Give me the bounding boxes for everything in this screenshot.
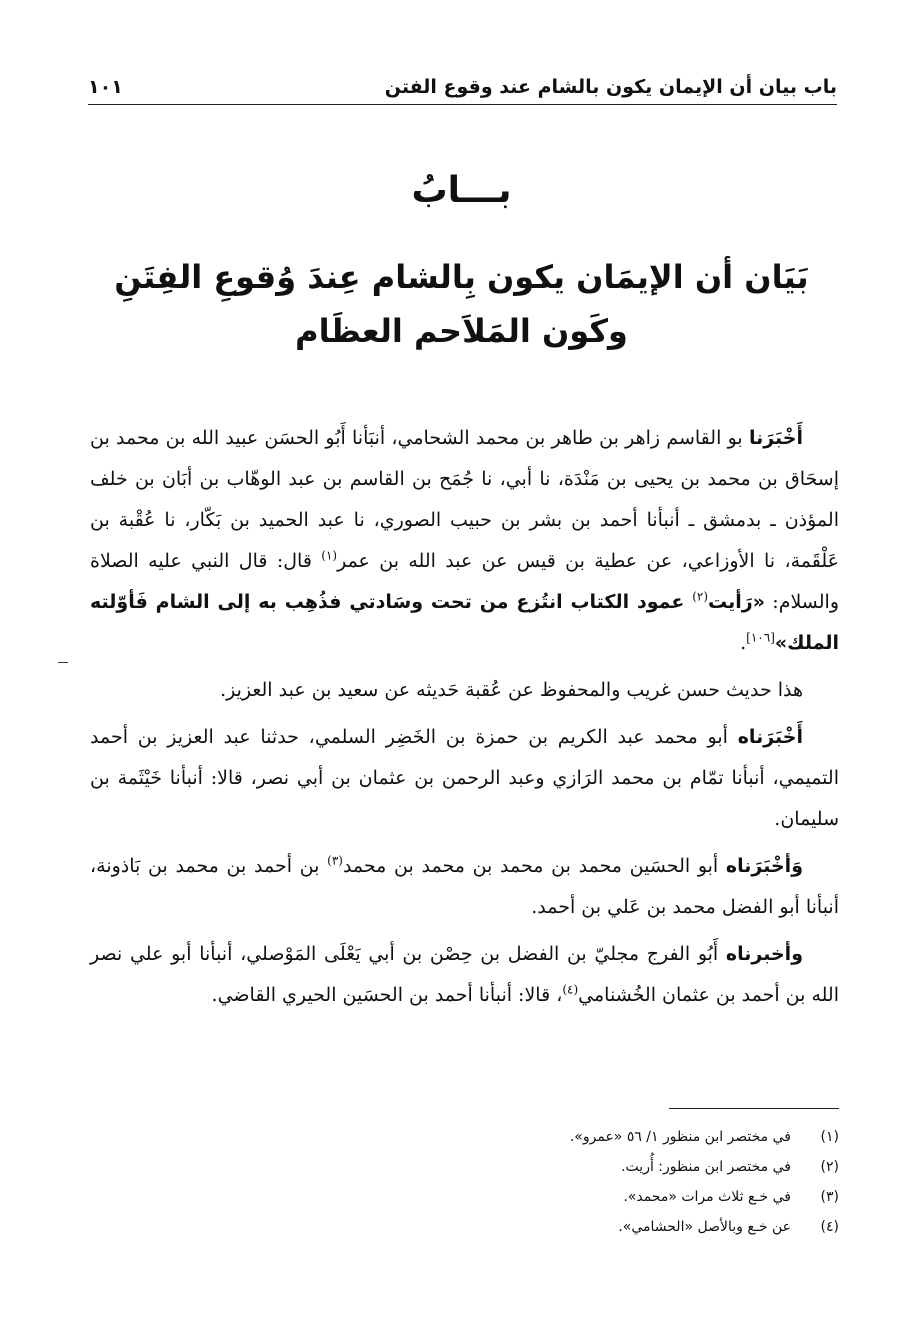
body-text — [90, 418, 839, 1022]
footnote-ref-1: (١) — [321, 548, 338, 563]
footnote-number: (٤) — [820, 1219, 839, 1235]
chapter-heading-word: بـــابُ — [411, 170, 512, 211]
page-number: ١٠١ — [88, 76, 123, 98]
footnotes — [90, 1122, 839, 1242]
paragraph-lead-word: وأخبرناه — [725, 943, 803, 965]
footnote-text: في مختصر ابن منظور ١/ ٥٦ «عمرو». — [569, 1129, 791, 1145]
grading-text: هذا حديث حسن غريب والمحفوظ عن عُقبة حَديثه عن سعيد بن عبد العزيز. — [220, 679, 803, 701]
narration-intro: قال: قال النبي عليه الصلاة والسلام: — [90, 550, 839, 613]
chapter-title-line-1: بَيَان أن الإيمَان يكون بِالشام عِندَ وُقوعِ الفِتَنِ — [114, 258, 809, 296]
footnote-number: (١) — [820, 1129, 839, 1145]
paragraph-grading — [90, 670, 839, 711]
chain-text-cont: ، قالا: أنبأنا أحمد بن الحسَين الحيري القاضي. — [211, 984, 563, 1006]
chain-text: أبو محمد عبد الكريم بن حمزة بن الخَضِر السلمي، حدثنا عبد العزيز بن أحمد التميمي، أنبأنا تمّام بن محمد الرَازي وعبد الرحمن بن عثمان بن أبي نصر، قالا: أنبأنا خَيْثَمة بن سليمان. — [90, 726, 839, 830]
footnote-number: (٣) — [820, 1189, 839, 1205]
footnote-ref-4: (٤) — [562, 982, 579, 997]
footnote-item — [90, 1182, 839, 1212]
paragraph-lead-word: أَخْبَرَناه — [737, 726, 803, 748]
footnote-ref-2: (٢) — [692, 589, 709, 604]
footnote-number: (٢) — [820, 1159, 839, 1175]
paragraph-lead-word: أَخْبَرَنا — [748, 427, 803, 449]
paragraph-chain-2 — [90, 717, 839, 840]
isnad-text: بو القاسم زاهر بن طاهر بن محمد الشحامي، أنبَأنا أَبُو الحسَن عبيد الله بن محمد بن إسحَاق بن محمد بن يحيى بن مَنْدَة، نا أبي، نا جُمَح بن القاسم بن عبد الوهّاب بن أبَان بن خلف المؤذن ـ بدمشق ـ أنبأنا أحمد بن بشر بن حبيب الصوري، نا عبد الحميد بن بَكّار، نا عُقْبة بن عَلْقَمة، نا الأوزاعي، عن عطية بن قيس عن عبد الله بن عمر — [90, 427, 839, 572]
margin-mark — [58, 662, 68, 663]
paragraph-chain-3 — [90, 846, 839, 928]
paragraph-lead-word: وَأخْبَرَناه — [725, 855, 803, 877]
footnote-item — [90, 1152, 839, 1182]
hadith-quote-body: عمود الكتاب انتُزع من تحت وسَادتي فذُهِب به إلى الشام فَأوّلته الملك» — [90, 591, 839, 654]
chain-text: أبو الحسَين محمد بن محمد بن محمد بن محمد — [342, 855, 726, 877]
footnote-item — [90, 1122, 839, 1152]
footnote-text: في مختصر ابن منظور: أُريت. — [621, 1159, 791, 1175]
hadith-reference-number: [١٠٦] — [746, 630, 775, 645]
footnote-text: في خـع ثلاث مرات «محمد». — [623, 1189, 791, 1205]
paragraph-end: . — [740, 632, 747, 654]
footnote-divider — [669, 1108, 839, 1109]
footnote-item — [90, 1212, 839, 1242]
footnote-text: عن خـع وبالأصل «الحشامي». — [618, 1219, 791, 1235]
chapter-title — [80, 250, 843, 358]
paragraph-chain-4 — [90, 934, 839, 1016]
running-header-title: باب بيان أن الإيمان يكون بالشام عند وقوع الفتن — [384, 76, 837, 98]
footnote-ref-3: (٣) — [327, 853, 343, 868]
chain-text-cont: بن أحمد بن محمد بن بَاذونة، أنبأنا أبو الفضل محمد بن عَلي بن أحمد. — [90, 855, 839, 918]
running-header — [88, 58, 837, 105]
chain-text: أَبُو الفرج مجليّ بن الفضل بن حِصْن بن أبي يَعْلَى المَوْصلي، أنبأنا أبو علي نصر الله بن أحمد بن عثمان الخُشنامي — [90, 943, 839, 1006]
chapter-title-line-2: وكَون المَلاَحم العظَام — [295, 312, 628, 350]
hadith-quote-start: «رَأيت — [708, 591, 766, 613]
paragraph-hadith — [90, 418, 839, 664]
